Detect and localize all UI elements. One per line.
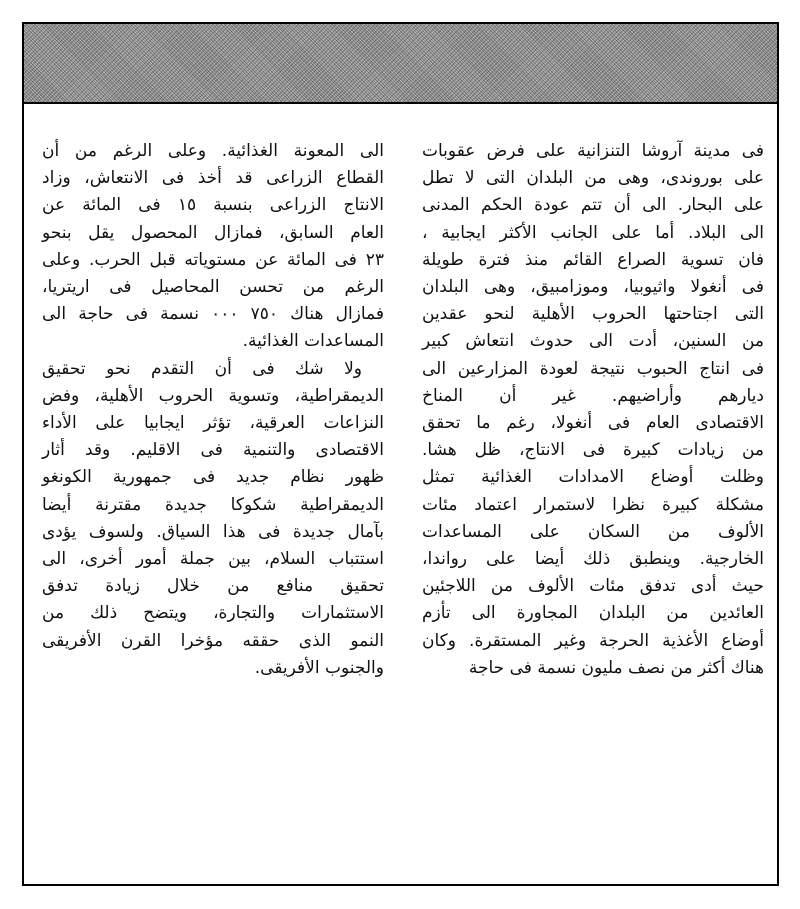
left-column	[42, 138, 384, 682]
text-line: الاستثمارات والتجارة، ويتضح ذلك من	[42, 603, 384, 624]
text-line: الاقتصادى والتنمية فى الاقليم. وقد أثار	[42, 440, 384, 461]
text-line: ولا شك فى أن التقدم نحو تحقيق	[42, 358, 362, 379]
text-line: الخارجية. وينطبق ذلك أيضا على رواندا،	[422, 549, 764, 570]
text-line: الى المعونة الغذائية. وعلى الرغم من أن	[42, 141, 384, 161]
text-line: فى مدينة آروشا التنزانية على فرض عقوبات	[422, 141, 764, 161]
text-line: التى اجتاحتها الحروب الأهلية لنحو عقدين	[422, 304, 764, 325]
text-line: الديمقراطية، وتسوية الحروب الأهلية، وفض	[42, 385, 384, 406]
text-line: ديارهم وأراضيهم. غير أن المناخ	[422, 385, 764, 406]
text-line: على بوروندى، وهى من البلدان التى لا تطل	[422, 168, 764, 189]
text-line: الاقتصادى العام فى أنغولا، رغم ما تحقق	[422, 413, 764, 434]
text-line: مشكلة كبيرة نظرا لاستمرار اعتماد مئات	[422, 494, 764, 515]
text-line: ظهور نظام جديد فى جمهورية الكونغو	[42, 467, 384, 488]
text-line: من السنين، أدت الى حدوث انتعاش كبير	[422, 331, 764, 352]
text-line: الألوف من السكان على المساعدات	[422, 521, 764, 542]
text-line: فى انتاج الحبوب نتيجة لعودة المزارعين الى	[422, 358, 764, 379]
text-line: الى البلاد. أما على الجانب الأكثر ايجابية ،	[422, 222, 764, 243]
text-line: على البحار. الى أن تتم عودة الحكم المدنى	[422, 195, 764, 216]
text-line: حيث أدى تدفق مئات الألوف من اللاجئين	[422, 576, 764, 597]
text-line: ٢٣ فى المائة عن مستوياته قبل الحرب. وعلى	[42, 249, 384, 270]
text-line: النمو الذى حققه مؤخرا القرن الأفريقى	[42, 630, 384, 651]
text-line: النزاعات العرقية، تؤثر ايجابيا على الأداء	[42, 413, 384, 434]
header-band	[24, 24, 777, 104]
text-line: والجنوب الأفريقى.	[254, 657, 384, 678]
right-column	[422, 138, 764, 682]
text-line: وظلت أوضاع الامدادات الغذائية تمثل	[422, 467, 764, 488]
text-line: تحقيق منافع من خلال زيادة تدفق	[42, 576, 384, 597]
text-line: بآمال جديدة فى هذا السياق. ولسوف يؤدى	[42, 521, 384, 542]
text-line: القطاع الزراعى قد أخذ فى الانتعاش، وزاد	[42, 168, 384, 189]
text-line: الانتاج الزراعى بنسبة ١٥ فى المائة عن	[42, 195, 384, 216]
text-line: استتباب السلام، بين جملة أمور أخرى، الى	[42, 549, 384, 570]
text-line: فان تسوية الصراع القائم منذ فترة طويلة	[422, 249, 764, 270]
text-line: من زيادات كبيرة فى الانتاج، ظل هشا.	[422, 440, 764, 461]
text-line: فمازال هناك ٧٥٠ ٠٠٠ نسمة فى حاجة الى	[42, 304, 385, 325]
document-frame	[22, 22, 779, 886]
text-line: العائدين من البلدان المجاورة الى تأزم	[422, 603, 764, 624]
text-line: العام السابق، فمازال المحصول يقل بنحو	[42, 222, 384, 243]
text-line: فى أنغولا واثيوبيا، وموزامبيق، وهى البلدان	[422, 277, 764, 298]
text-line: هناك أكثر من نصف مليون نسمة فى حاجة	[468, 657, 764, 678]
text-line: المساعدات الغذائية.	[242, 331, 384, 352]
text-line: الديمقراطية شكوكا جديدة مقترنة أيضا	[42, 494, 384, 515]
text-line: الرغم من تحسن المحاصيل فى اريتريا،	[42, 277, 384, 298]
text-line: أوضاع الأغذية الحرجة وغير المستقرة. وكان	[422, 630, 764, 651]
